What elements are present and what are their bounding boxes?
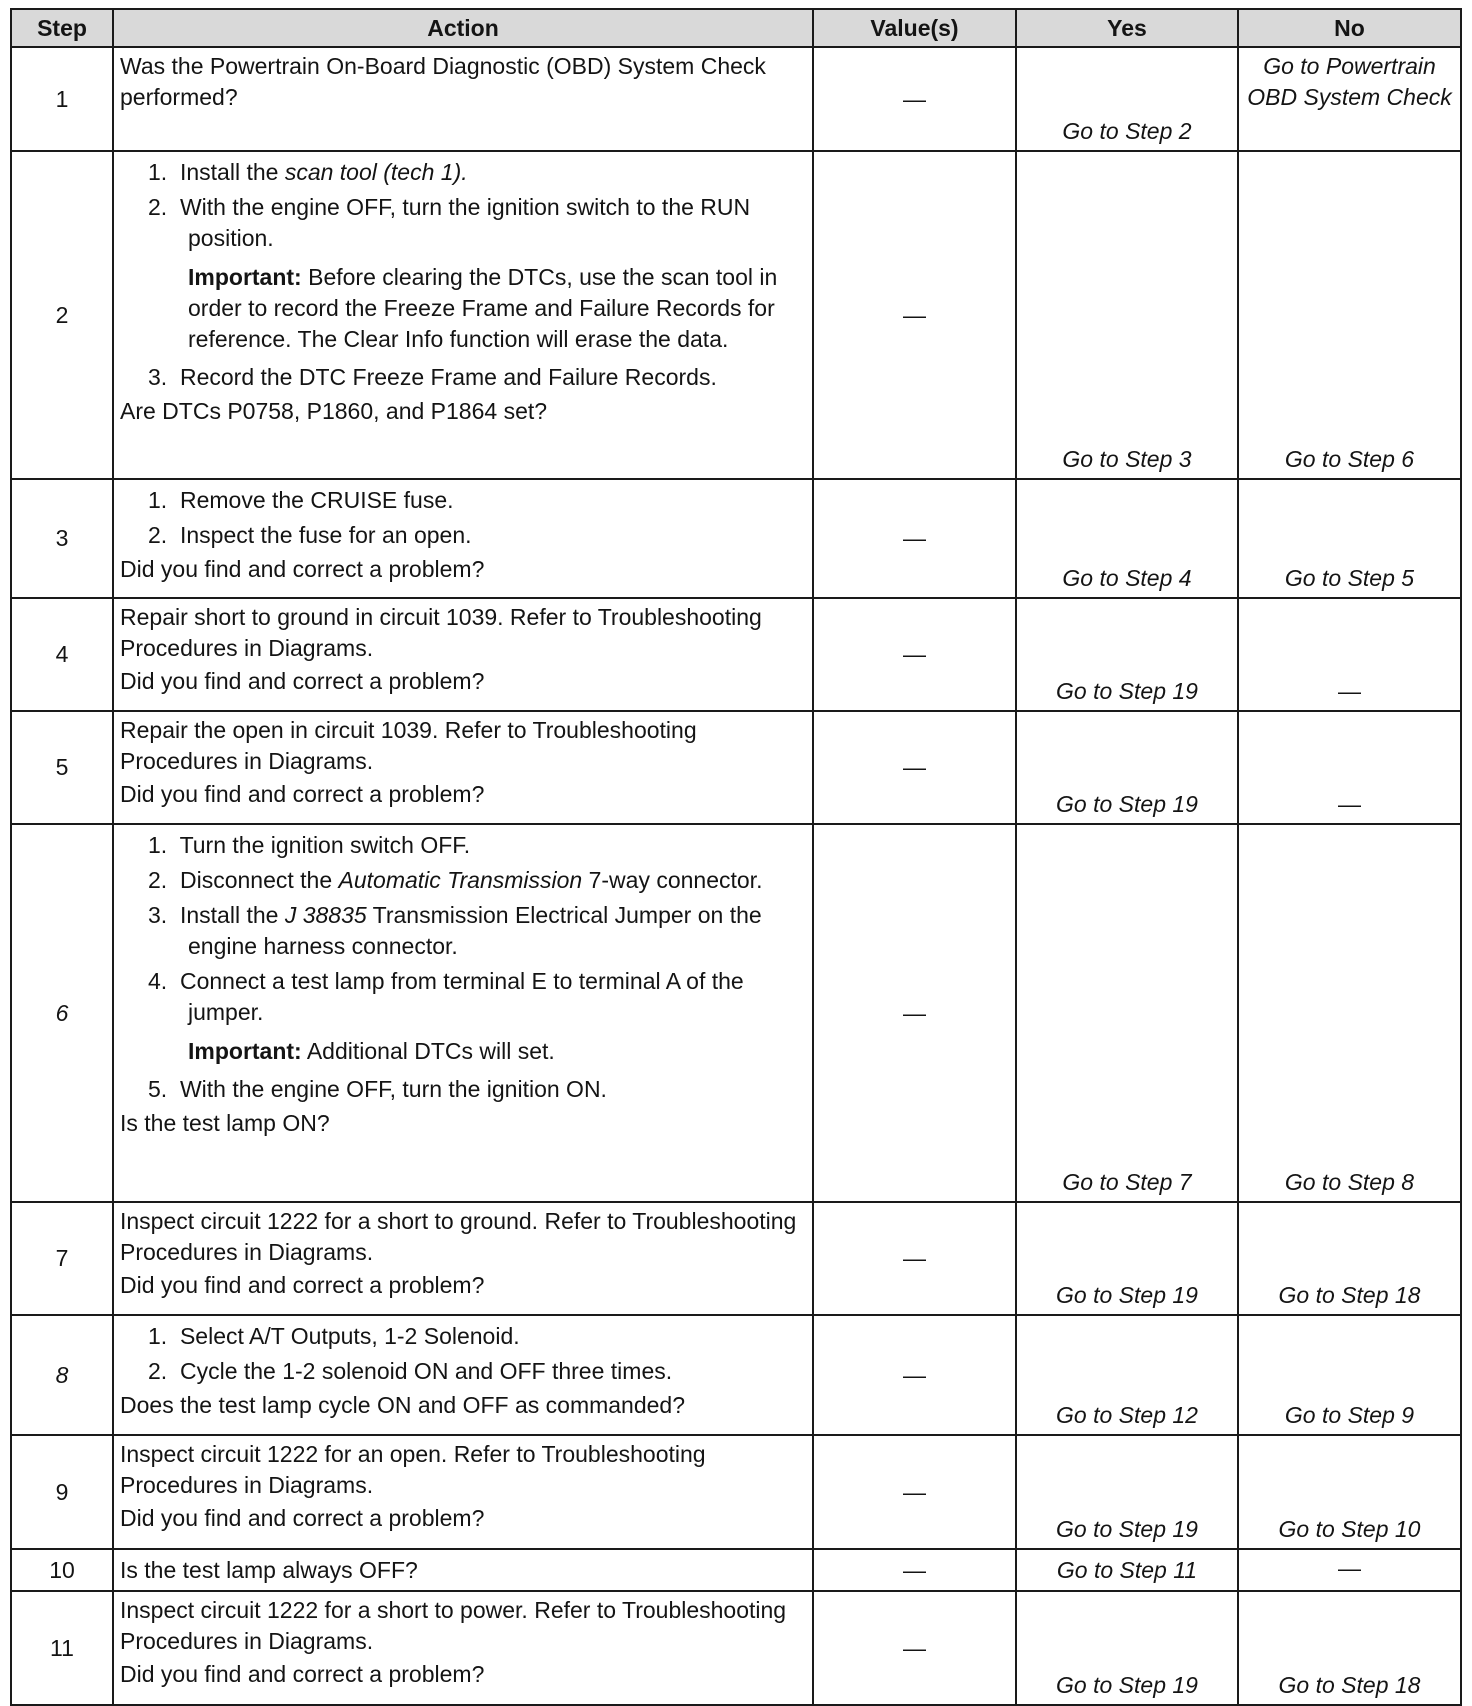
- action-question: Did you find and correct a problem?: [120, 1272, 485, 1298]
- yes-cell: Go to Step 4: [1016, 479, 1238, 598]
- action-cell: [113, 1435, 813, 1549]
- yes-cell: Go to Step 19: [1016, 1202, 1238, 1315]
- yes-cell: Go to Step 2: [1016, 47, 1238, 151]
- action-cell: [113, 711, 813, 824]
- action-cell: [113, 1549, 813, 1591]
- action-text: Repair the open in circuit 1039. Refer to Troubleshooting Procedures in Diagrams.: [120, 717, 697, 774]
- value-cell: —: [813, 1315, 1016, 1435]
- action-text: Inspect circuit 1222 for a short to ground. Refer to Troubleshooting Procedures in Diagrams.: [120, 1208, 797, 1265]
- no-cell: Go to Step 10: [1238, 1435, 1461, 1549]
- header-action: Action: [113, 9, 813, 47]
- list-item: 4. Connect a test lamp from terminal E to terminal A of the jumper.: [148, 968, 744, 1025]
- header-no: No: [1238, 9, 1461, 47]
- list-item: 2. Inspect the fuse for an open.: [148, 522, 472, 548]
- value-cell: —: [813, 1435, 1016, 1549]
- list-item: 2. Disconnect the Automatic Transmission 7-way connector.: [148, 867, 763, 893]
- table-row: [11, 47, 1461, 151]
- action-cell: [113, 1202, 813, 1315]
- no-cell: —: [1238, 1549, 1461, 1591]
- action-question: Does the test lamp cycle ON and OFF as commanded?: [120, 1392, 686, 1418]
- action-question: Are DTCs P0758, P1860, and P1864 set?: [120, 398, 548, 424]
- action-question: Did you find and correct a problem?: [120, 668, 485, 694]
- list-item: 1. Select A/T Outputs, 1-2 Solenoid.: [148, 1323, 520, 1349]
- action-question: Is the test lamp ON?: [120, 1110, 330, 1136]
- value-cell: —: [813, 1591, 1016, 1705]
- action-cell: [113, 479, 813, 598]
- yes-cell: Go to Step 12: [1016, 1315, 1238, 1435]
- diagnostic-table: [10, 8, 1462, 1706]
- step-number: 5: [11, 711, 113, 824]
- step-number: 6: [11, 824, 113, 1202]
- yes-cell: Go to Step 7: [1016, 824, 1238, 1202]
- no-cell: Go to Step 9: [1238, 1315, 1461, 1435]
- list-item: 5. With the engine OFF, turn the ignition ON.: [148, 1076, 607, 1102]
- yes-cell: Go to Step 3: [1016, 151, 1238, 479]
- action-cell: [113, 824, 813, 1202]
- action-text: Inspect circuit 1222 for a short to power. Refer to Troubleshooting Procedures in Diagrams.: [120, 1597, 787, 1654]
- list-item: 1. Remove the CRUISE fuse.: [148, 487, 454, 513]
- header-yes: Yes: [1016, 9, 1238, 47]
- action-text: Repair short to ground in circuit 1039. Refer to Troubleshooting Procedures in Diagrams.: [120, 604, 762, 661]
- diagnostic-table-page: [10, 8, 1462, 1706]
- table-row: [11, 1435, 1461, 1549]
- list-item: 3. Install the J 38835 Transmission Electrical Jumper on the engine harness connector.: [148, 902, 762, 959]
- no-cell: Go to Step 6: [1238, 151, 1461, 479]
- list-item: 2. With the engine OFF, turn the ignition switch to the RUN position.: [148, 194, 751, 251]
- yes-cell: Go to Step 19: [1016, 711, 1238, 824]
- table-row: [11, 598, 1461, 711]
- step-number: 7: [11, 1202, 113, 1315]
- no-cell: [1238, 47, 1461, 151]
- table-row: [11, 711, 1461, 824]
- action-question: Was the Powertrain On-Board Diagnostic (OBD) System Check performed?: [120, 53, 766, 110]
- no-target: Powertrain OBD System Check: [1247, 53, 1452, 110]
- value-cell: —: [813, 479, 1016, 598]
- step-number: 9: [11, 1435, 113, 1549]
- action-cell: [113, 1591, 813, 1705]
- value-cell: —: [813, 47, 1016, 151]
- action-cell: [113, 1315, 813, 1435]
- table-row: [11, 824, 1461, 1202]
- no-cell: —: [1238, 598, 1461, 711]
- no-prefix: Go to: [1263, 53, 1320, 79]
- list-item: 3. Record the DTC Freeze Frame and Failure Records.: [148, 364, 717, 390]
- table-row: [11, 1591, 1461, 1705]
- no-cell: Go to Step 18: [1238, 1202, 1461, 1315]
- yes-cell: Go to Step 19: [1016, 1435, 1238, 1549]
- action-cell: [113, 151, 813, 479]
- step-number: 2: [11, 151, 113, 479]
- step-number: 1: [11, 47, 113, 151]
- yes-cell: Go to Step 19: [1016, 1591, 1238, 1705]
- header-values: Value(s): [813, 9, 1016, 47]
- action-question: Is the test lamp always OFF?: [120, 1556, 418, 1583]
- step-number: 11: [11, 1591, 113, 1705]
- value-cell: —: [813, 824, 1016, 1202]
- important-note: Important: Additional DTCs will set.: [188, 1038, 555, 1064]
- header-step: Step: [11, 9, 113, 47]
- step-number: 10: [11, 1549, 113, 1591]
- action-question: Did you find and correct a problem?: [120, 1505, 485, 1531]
- important-note: Important: Before clearing the DTCs, use the scan tool in order to record the Freeze Frame and Failure Records for reference. The Clear Info function will erase the data.: [188, 264, 778, 352]
- header-row: [11, 9, 1461, 47]
- action-question: Did you find and correct a problem?: [120, 556, 485, 582]
- table-row: [11, 479, 1461, 598]
- list-item: 2. Cycle the 1-2 solenoid ON and OFF three times.: [148, 1358, 673, 1384]
- value-cell: —: [813, 1202, 1016, 1315]
- action-cell: [113, 47, 813, 151]
- action-cell: [113, 598, 813, 711]
- step-number: 4: [11, 598, 113, 711]
- action-question: Did you find and correct a problem?: [120, 1661, 485, 1687]
- table-row: [11, 1315, 1461, 1435]
- list-item: 1. Install the scan tool (tech 1).: [148, 159, 468, 185]
- step-number: 3: [11, 479, 113, 598]
- step-number: 8: [11, 1315, 113, 1435]
- yes-cell: Go to Step 19: [1016, 598, 1238, 711]
- value-cell: —: [813, 711, 1016, 824]
- no-cell: Go to Step 8: [1238, 824, 1461, 1202]
- action-text: Inspect circuit 1222 for an open. Refer to Troubleshooting Procedures in Diagrams.: [120, 1441, 706, 1498]
- value-cell: —: [813, 598, 1016, 711]
- yes-cell: Go to Step 11: [1016, 1549, 1238, 1591]
- no-cell: Go to Step 18: [1238, 1591, 1461, 1705]
- value-cell: —: [813, 151, 1016, 479]
- no-cell: —: [1238, 711, 1461, 824]
- table-row: [11, 1202, 1461, 1315]
- list-item: 1. Turn the ignition switch OFF.: [148, 832, 471, 858]
- table-row: [11, 1549, 1461, 1591]
- action-question: Did you find and correct a problem?: [120, 781, 485, 807]
- no-cell: Go to Step 5: [1238, 479, 1461, 598]
- table-row: [11, 151, 1461, 479]
- value-cell: —: [813, 1549, 1016, 1591]
